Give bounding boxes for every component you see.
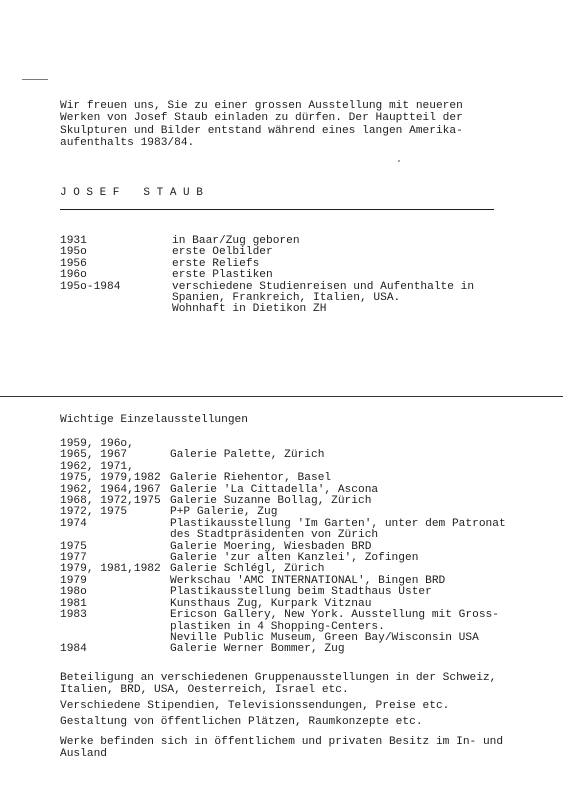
exhibition-years: 1974 — [60, 517, 87, 530]
page-divider — [0, 396, 563, 397]
bio-year: 195o — [60, 246, 87, 259]
exhibition-venue: Galerie Moering, Wiesbaden BRD — [170, 540, 372, 553]
exhibition-venue: Galerie Schlégl, Zürich — [170, 563, 325, 576]
intro-paragraph: Wir freuen uns, Sie zu einer grossen Ausstellung mit neueren Werken von Josef Staub einladen zu dürfen. Der Hauptteil der Skulpturen und Bilder entstand während eines langen Amerika- aufenthalts 1983/84. — [60, 100, 463, 150]
exhibition-years: 1975, 1979,1982 — [60, 472, 161, 485]
bio-year: 195o-1984 — [60, 280, 121, 293]
exhibition-venue: Kunsthaus Zug, Kurpark Vitznau — [170, 597, 372, 610]
bio-year: 1956 — [60, 257, 87, 270]
speck-mark — [398, 160, 400, 162]
exhibition-venue: Plastikausstellung beim Stadthaus Uster — [170, 586, 432, 599]
exhibition-row — [60, 644, 506, 655]
works-paragraph: Werke befinden sich in öffentlichem und privaten Besitz im In- und Ausland — [60, 736, 504, 760]
bio-text: erste Oelbilder — [172, 246, 273, 259]
bio-text: erste Reliefs — [172, 257, 260, 270]
margin-mark — [22, 79, 48, 80]
bio-year: 1931 — [60, 235, 87, 247]
exhibition-years: 1981 — [60, 597, 87, 610]
exhibition-row — [60, 519, 506, 542]
name-underline — [60, 209, 494, 210]
exhibitions-list — [60, 439, 506, 656]
exhibition-years: 1975 — [60, 540, 87, 553]
exhibition-venue: Galerie Werner Bommer, Zug — [170, 643, 345, 656]
exhibition-years: 1983 — [60, 609, 87, 622]
artist-first-name: J O S E F — [60, 187, 120, 199]
exhibition-years: 1979 — [60, 574, 87, 587]
exhibition-row — [60, 587, 506, 598]
bio-text: in Baar/Zug geboren — [172, 235, 300, 247]
artist-name — [60, 187, 203, 199]
bio-text: verschiedene Studienreisen und Aufenthalte in Spanien, Frankreich, Italien, USA. Wohnhaft in Dietikon ZH — [172, 280, 475, 316]
exhibitions-heading: Wichtige Einzelausstellungen — [60, 414, 248, 426]
exhibition-venue: Plastikausstellung 'Im Garten', unter dem Patronat des Stadtpräsidenten von Zürich — [170, 517, 506, 542]
exhibition-venue: Werkschau 'AMC INTERNATIONAL', Bingen BRD — [170, 574, 446, 587]
artist-last-name: S T A U B — [143, 187, 203, 199]
exhibition-venue: Galerie Suzanne Bollag, Zürich — [170, 495, 372, 508]
design-paragraph: Gestaltung von öffentlichen Plätzen, Raumkonzepte etc. — [60, 716, 423, 728]
biography-list — [60, 236, 474, 316]
exhibition-years: 1977 — [60, 552, 87, 565]
exhibition-years: 198o — [60, 586, 87, 599]
exhibition-venue: Galerie 'La Cittadella', Ascona — [170, 483, 379, 496]
exhibition-years: 1968, 1972,1975 — [60, 495, 161, 508]
exhibition-row — [60, 473, 506, 484]
exhibition-venue: Galerie Palette, Zürich — [170, 449, 325, 462]
exhibition-years: 1959, 196o, — [60, 438, 134, 450]
group-exhibitions-paragraph: Beteiligung an verschiedenen Gruppenausstellungen in der Schweiz, Italien, BRD, USA, Oesterreich, Israel etc. — [60, 672, 497, 696]
exhibition-years: 1962, 1964,1967 — [60, 483, 161, 496]
exhibition-years: 1979, 1981,1982 — [60, 563, 161, 576]
exhibition-venue: P+P Galerie, Zug — [170, 506, 278, 519]
bio-text: erste Plastiken — [172, 269, 273, 282]
exhibition-venue: Galerie 'zur alten Kanzlei', Zofingen — [170, 552, 419, 565]
bio-year: 196o — [60, 269, 87, 282]
bio-row — [60, 247, 474, 258]
exhibition-years: 1962, 1971, — [60, 460, 134, 473]
bio-row — [60, 270, 474, 281]
bio-row — [60, 282, 474, 316]
exhibition-row — [60, 610, 506, 644]
exhibition-venue: Galerie Riehentor, Basel — [170, 472, 332, 485]
exhibition-years: 1984 — [60, 643, 87, 656]
exhibition-years: 1965, 1967 — [60, 449, 128, 462]
exhibition-years: 1972, 1975 — [60, 506, 128, 519]
grants-paragraph: Verschiedene Stipendien, Televisionssendungen, Preise etc. — [60, 700, 450, 712]
exhibition-venue: Ericson Gallery, New York. Ausstellung mit Gross- plastiken in 4 Shopping-Centers. Neville Public Museum, Green Bay/Wisconsin USA — [170, 609, 499, 644]
